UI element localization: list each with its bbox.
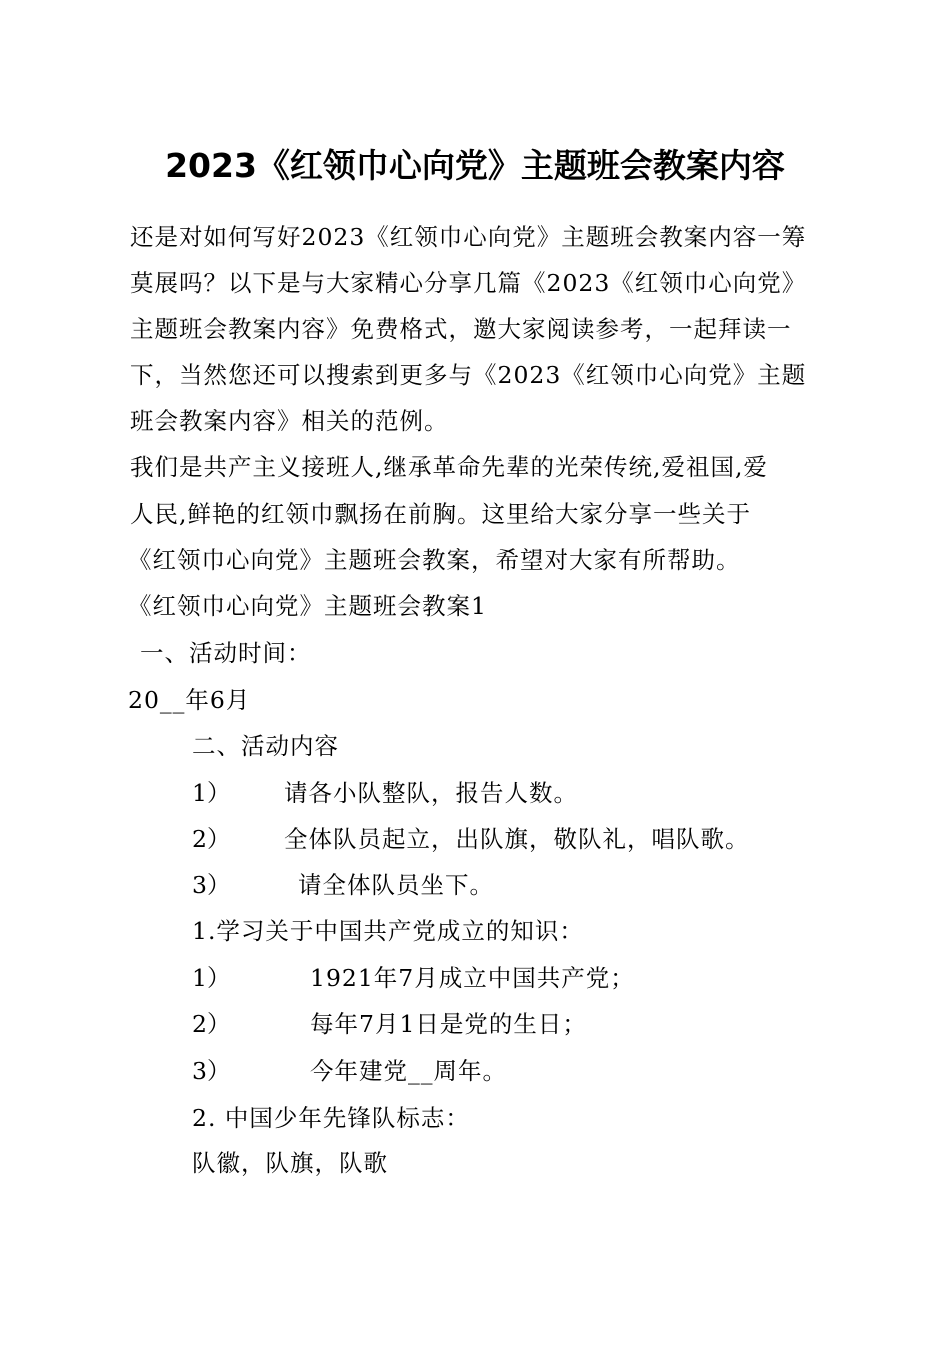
step-number: 2） <box>192 825 231 853</box>
part2-heading: 二、活动内容 <box>192 732 339 760</box>
knowledge-number: 3） <box>192 1057 231 1085</box>
symbol-heading: 2. 中国少年先锋队标志： <box>192 1104 470 1132</box>
knowledge-number: 1） <box>192 964 231 992</box>
step-text: 请各小队整队，报告人数。 <box>284 779 578 807</box>
knowledge-text: 1921年7月成立中国共产党； <box>310 964 635 992</box>
paragraph-line: 我们是共产主义接班人,继承革命先辈的光荣传统,爱祖国,爱 <box>130 453 768 481</box>
part1-heading: 一、活动时间： <box>140 639 312 667</box>
section-title: 《红领巾心向党》主题班会教案1 <box>128 592 487 620</box>
document-title: 2023《红领巾心向党》主题班会教案内容 <box>165 146 785 185</box>
paragraph-line: 《红领巾心向党》主题班会教案，希望对大家有所帮助。 <box>128 546 741 574</box>
knowledge-text: 每年7月1日是党的生日； <box>310 1010 587 1038</box>
part1-value: 20__年6月 <box>128 686 251 714</box>
knowledge-heading: 1.学习关于中国共产党成立的知识： <box>192 917 584 945</box>
paragraph-line: 人民,鲜艳的红领巾飘扬在前胸。这里给大家分享一些关于 <box>130 500 751 528</box>
step-text: 全体队员起立，出队旗，敬队礼，唱队歌。 <box>284 825 750 853</box>
intro-line: 下，当然您还可以搜索到更多与《2023《红领巾心向党》主题 <box>130 361 807 389</box>
knowledge-number: 2） <box>192 1010 231 1038</box>
knowledge-text: 今年建党__周年。 <box>310 1057 507 1085</box>
step-text: 请全体队员坐下。 <box>298 871 494 899</box>
intro-line: 班会教案内容》相关的范例。 <box>130 407 449 435</box>
symbol-value: 队徽，队旗，队歌 <box>192 1149 388 1177</box>
intro-line: 主题班会教案内容》免费格式，邀大家阅读参考，一起拜读一 <box>130 315 792 343</box>
intro-line: 莫展吗？以下是与大家精心分享几篇《2023《红领巾心向党》 <box>130 269 807 297</box>
step-number: 1） <box>192 779 231 807</box>
step-number: 3） <box>192 871 231 899</box>
intro-line: 还是对如何写好2023《红领巾心向党》主题班会教案内容一筹 <box>130 223 807 251</box>
